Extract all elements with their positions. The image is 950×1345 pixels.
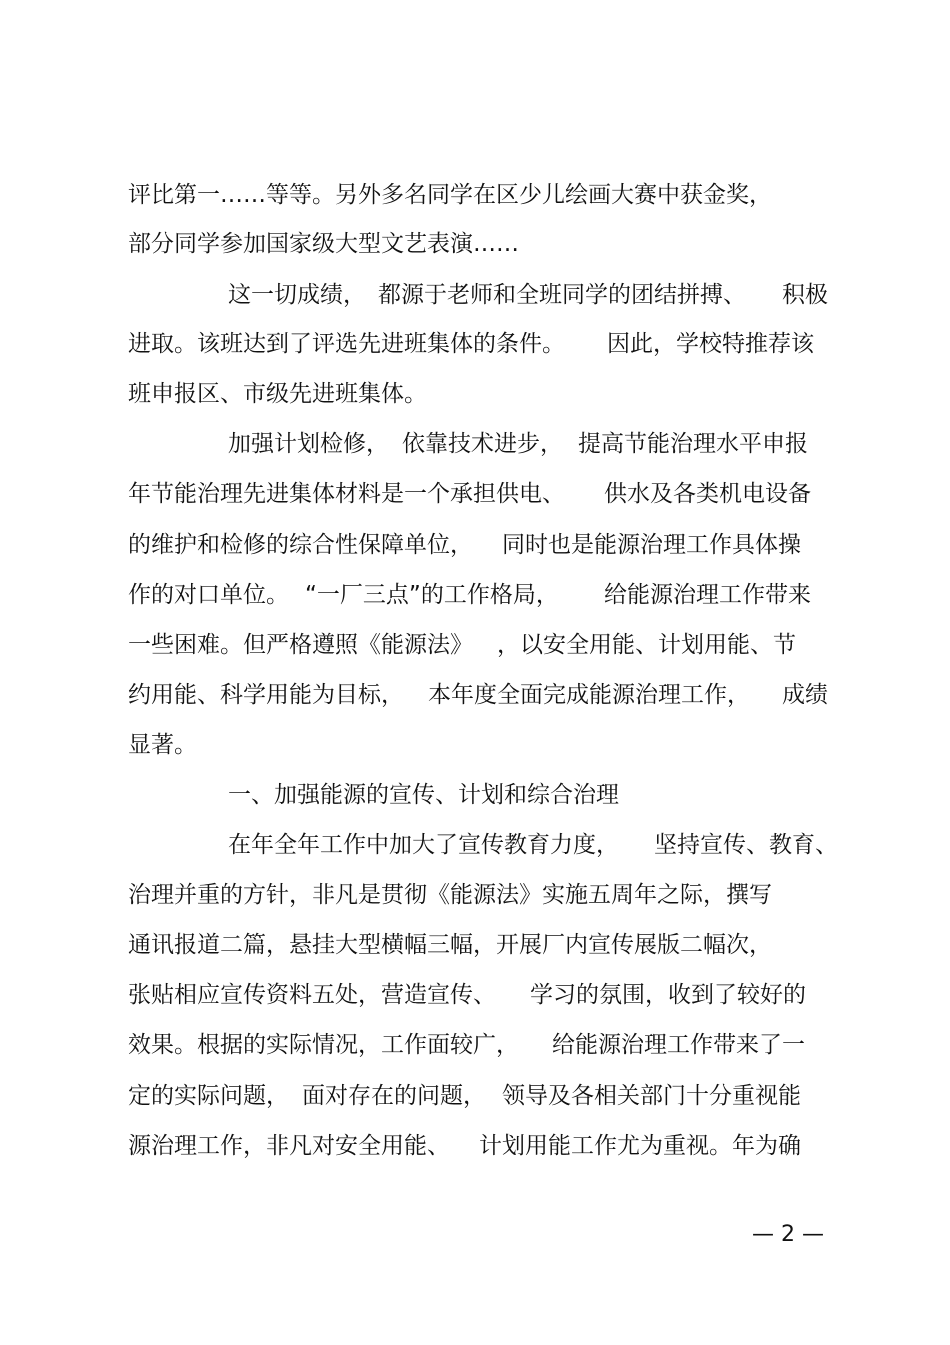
text-segment: 作的对口单位。 [128,582,289,608]
text-segment: 源治理工作，非凡对安全用能、 [128,1133,450,1159]
text-segment: 通讯报道二篇，悬挂大型横幅三幅，开展厂内宣传展版二幅次， [128,932,772,958]
text-segment: 约用能、科学用能为目标， [128,682,404,708]
text-segment: 供水及各类机电设备 [604,481,811,507]
text-line [0,878,950,912]
text-line [0,227,950,261]
text-line [0,628,950,662]
text-segment: 坚持宣传、教育、 [654,832,838,858]
text-segment: 一、加强能源的宣传、计划和综合治理 [228,782,619,808]
text-segment: 因此，学校特推荐该 [607,331,814,357]
text-line [0,728,950,762]
text-segment: 本年度全面完成能源治理工作， [428,682,750,708]
text-line [0,978,950,1012]
text-line [0,678,950,712]
text-segment: 部分同学参加国家级大型文艺表演…… [128,231,519,257]
text-segment: 效果。根据的实际情况，工作面较广， [128,1032,519,1058]
text-segment: 的维护和检修的综合性保障单位， [128,532,473,558]
text-segment: 都源于老师和全班同学的团结拼搏、 [378,282,746,308]
text-segment: 给能源治理工作带来了一 [552,1032,805,1058]
text-line [0,477,950,511]
text-line [0,778,950,812]
text-segment: 领导及各相关部门十分重视能 [502,1083,801,1109]
text-segment: 同时也是能源治理工作具体操 [502,532,801,558]
text-segment: 给能源治理工作带来 [604,582,811,608]
text-line [0,327,950,361]
text-line [0,427,950,461]
text-segment: 张贴相应宣传资料五处，营造宣传、 [128,982,496,1008]
text-segment: 加强计划检修， [228,431,389,457]
text-segment: “一厂三点”的工作格局， [305,582,559,608]
text-segment: 计划用能工作尤为重视。年为确 [479,1133,801,1159]
text-segment: 这一切成绩， [228,282,366,308]
text-segment: 面对存在的问题， [302,1083,486,1109]
text-segment: ，以安全用能、计划用能、节 [497,632,796,658]
text-line [0,1028,950,1062]
text-segment: 积极 [782,282,828,308]
text-segment: 依靠技术进步， [402,431,563,457]
text-line [0,578,950,612]
text-line [0,278,950,312]
text-segment: 班申报区、市级先进班集体。 [128,381,427,407]
text-line [0,1129,950,1163]
text-segment: 提高节能治理水平申报 [578,431,808,457]
text-line [0,828,950,862]
text-line [0,1079,950,1113]
text-segment: 定的实际问题， [128,1083,289,1109]
text-segment: 在年全年工作中加大了宣传教育力度， [228,832,619,858]
text-line [0,928,950,962]
text-line [0,377,950,411]
text-segment: 学习的氛围，收到了较好的 [530,982,806,1008]
text-segment: 显著。 [128,732,197,758]
text-segment: 评比第一……等等。另外多名同学在区少儿绘画大赛中获金奖， [128,182,772,208]
text-line [0,178,950,212]
text-segment: 一些困难。但严格遵照《能源法》 [128,632,473,658]
text-segment: 治理并重的方针，非凡是贯彻《能源法》实施五周年之际，撰写 [128,882,772,908]
page-number: — 2 — [752,1222,824,1247]
text-segment: 进取。该班达到了评选先进班集体的条件。 [128,331,565,357]
text-line [0,528,950,562]
text-segment: 成绩 [782,682,828,708]
text-segment: 年节能治理先进集体材料是一个承担供电、 [128,481,565,507]
